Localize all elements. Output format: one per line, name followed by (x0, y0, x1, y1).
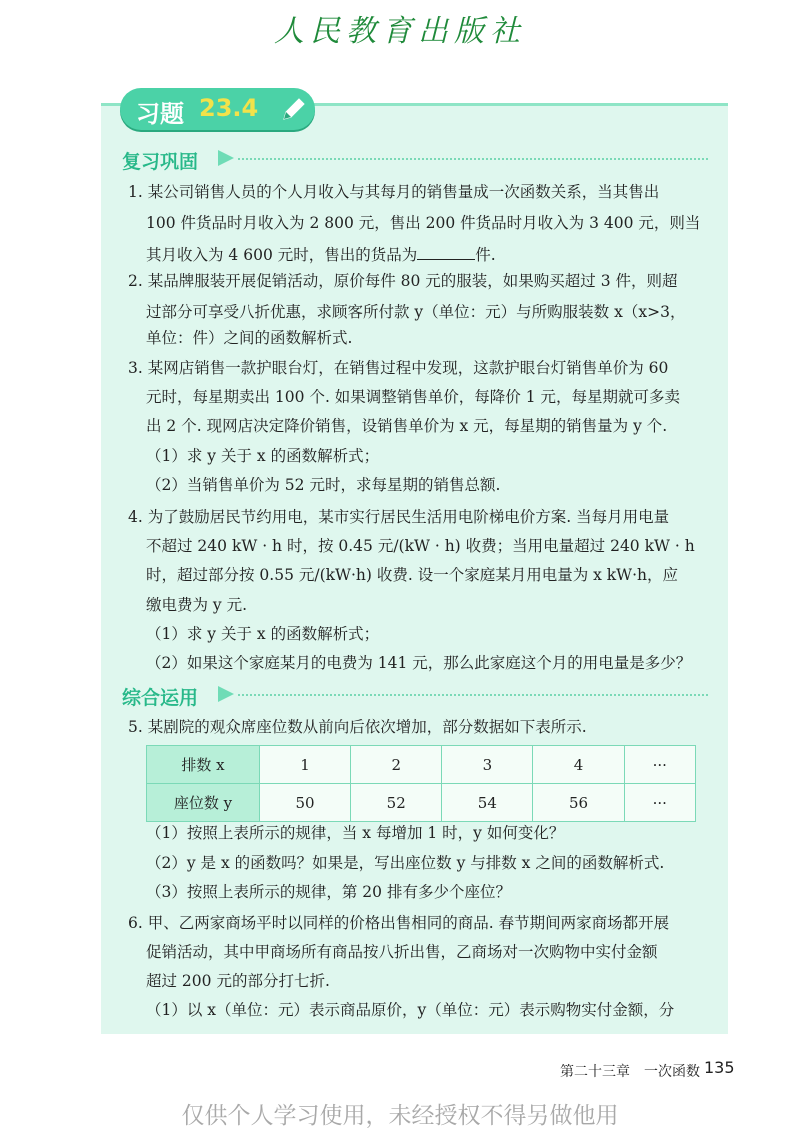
q2-line-3: 单位：件）之间的函数解析式. (146, 329, 353, 347)
q5-part-2: （2）y 是 x 的函数吗？如果是，写出座位数 y 与排数 x 之间的函数解析式. (146, 854, 665, 872)
table-cell: 排数 x (147, 746, 260, 784)
publisher-logo: 人民教育出版社 (274, 14, 526, 49)
q4-line-1: 4. 为了鼓励居民节约用电，某市实行居民生活用电阶梯电价方案. 当每月用电量 (128, 508, 670, 526)
q4-part-1: （1）求 y 关于 x 的函数解析式； (146, 625, 380, 643)
section-review-title: 复习巩固 (122, 151, 199, 173)
table-cell: 座位数 y (147, 784, 260, 822)
q3-part-2: （2）当销售单价为 52 元时，求每星期的销售总额. (146, 476, 501, 494)
table-cell: 1 (260, 746, 351, 784)
table-cell: 52 (351, 784, 442, 822)
q6-part-1: （1）以 x（单位：元）表示商品原价，y（单位：元）表示购物实付金额，分 (146, 1001, 675, 1019)
chapter-footer: 第二十三章 一次函数 (560, 1064, 700, 1080)
q4-line-3: 时，超过部分按 0.55 元/(kW·h) 收费. 设一个家庭某月用电量为 x kW·h，应 (146, 566, 679, 584)
section-divider (238, 158, 708, 160)
page-number: 135 (704, 1058, 735, 1077)
q6-line-1: 6. 甲、乙两家商场平时以同样的价格出售相同的商品. 春节期间两家商场都开展 (128, 914, 670, 932)
q3-line-2: 元时，每星期卖出 100 个. 如果调整销售单价，每降价 1 元，每星期就可多卖 (146, 388, 681, 406)
table-cell: ··· (624, 784, 695, 822)
seat-table (146, 745, 696, 822)
table-row (147, 784, 696, 822)
q3-part-1: （1）求 y 关于 x 的函数解析式； (146, 447, 380, 465)
table-cell: 56 (533, 784, 624, 822)
table-row (147, 746, 696, 784)
q1-line-3-text: 其月收入为 4 600 元时，售出的货品为 (146, 246, 418, 264)
q1-line-3-end: 件. (475, 246, 496, 264)
section-arrow-icon (218, 150, 234, 166)
table-cell: 4 (533, 746, 624, 784)
q6-line-2: 促销活动，其中甲商场所有商品按八折出售，乙商场对一次购物中实付金额 (146, 943, 658, 961)
q5-intro: 5. 某剧院的观众席座位数从前向后依次增加，部分数据如下表所示. (128, 718, 587, 736)
table-cell: 2 (351, 746, 442, 784)
table-cell: ··· (624, 746, 695, 784)
q3-line-1: 3. 某网店销售一款护眼台灯，在销售过程中发现，这款护眼台灯销售单价为 60 (128, 359, 669, 377)
exercise-title: 习题 (136, 100, 184, 128)
q3-line-3: 出 2 个. 现网店决定降价销售，设销售单价为 x 元，每星期的销售量为 y 个. (146, 417, 668, 435)
q6-line-3: 超过 200 元的部分打七折. (146, 972, 330, 990)
q5-part-1: （1）按照上表所示的规律，当 x 每增加 1 时，y 如何变化？ (146, 824, 565, 842)
table-cell: 54 (442, 784, 533, 822)
q1-line-1: 1. 某公司销售人员的个人月收入与其每月的销售量成一次函数关系，当其售出 (128, 183, 660, 201)
q1-line-2: 100 件货品时月收入为 2 800 元，售出 200 件货品时月收入为 3 400 元，则当 (146, 214, 701, 232)
table-cell: 3 (442, 746, 533, 784)
watermark: 仅供个人学习使用，未经授权不得另做他用 (181, 1103, 619, 1129)
answer-blank (417, 243, 475, 260)
table-cell: 50 (260, 784, 351, 822)
q1-line-3 (146, 243, 496, 265)
section-divider (238, 694, 708, 696)
q2-line-2: 过部分可享受八折优惠，求顾客所付款 y（单位：元）与所购服装数 x（x>3， (146, 303, 686, 321)
q4-line-4: 缴电费为 y 元. (146, 596, 248, 614)
exercise-number: 23.4 (199, 94, 259, 122)
q5-part-3: （3）按照上表所示的规律，第 20 排有多少个座位？ (146, 883, 511, 901)
pencil-icon (280, 95, 308, 123)
section-apply-title: 综合运用 (122, 687, 199, 709)
q4-line-2: 不超过 240 kW · h 时，按 0.45 元/(kW · h) 收费；当用电量超过 240 kW · h (146, 537, 695, 555)
q2-line-1: 2. 某品牌服装开展促销活动，原价每件 80 元的服装，如果购买超过 3 件，则超 (128, 272, 678, 290)
section-arrow-icon (218, 686, 234, 702)
q4-part-2: （2）如果这个家庭某月的电费为 141 元，那么此家庭这个月的用电量是多少？ (146, 654, 692, 672)
